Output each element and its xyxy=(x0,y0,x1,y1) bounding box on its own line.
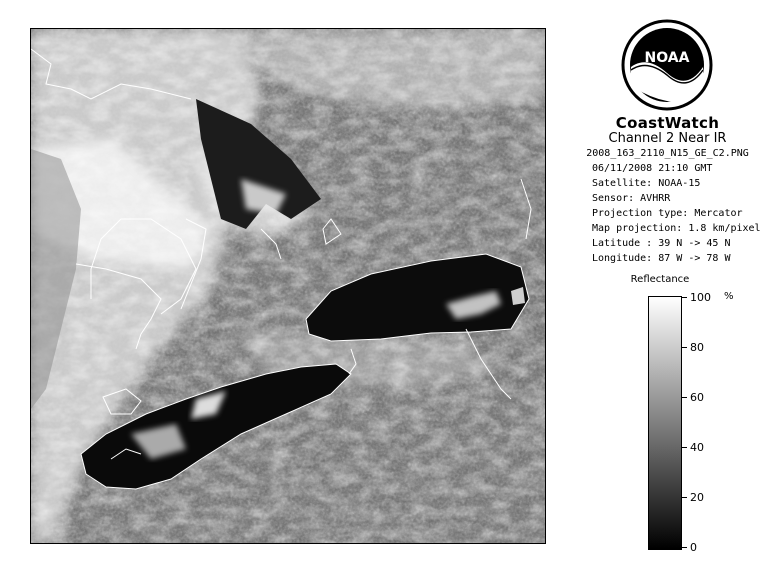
sensor-label: Sensor: AVHRR xyxy=(592,193,671,204)
colorbar-tick xyxy=(681,547,687,548)
colorbar-tick-label: 40 xyxy=(690,441,704,454)
satellite-image xyxy=(30,28,546,544)
colorbar-tick xyxy=(681,447,687,448)
colorbar-tick xyxy=(681,297,687,298)
projection-type-label: Projection type: Mercator xyxy=(592,208,743,219)
satellite-scene xyxy=(31,29,545,543)
colorbar-unit: % xyxy=(724,291,734,302)
colorbar-title: Reflectance xyxy=(630,274,690,285)
colorbar-tick xyxy=(681,397,687,398)
logo-text: NOAA xyxy=(644,50,690,66)
colorbar-tick-label: 20 xyxy=(690,491,704,504)
filename-label: 2008_163_2110_N15_GE_C2.PNG xyxy=(586,148,749,159)
colorbar-tick-label: 60 xyxy=(690,391,704,404)
colorbar xyxy=(648,296,682,550)
colorbar-tick-label: 100 xyxy=(690,291,711,304)
latitude-label: Latitude : 39 N -> 45 N xyxy=(592,238,731,249)
colorbar-tick xyxy=(681,497,687,498)
longitude-label: Longitude: 87 W -> 78 W xyxy=(592,253,731,264)
satellite-label: Satellite: NOAA-15 xyxy=(592,178,701,189)
colorbar-tick-label: 80 xyxy=(690,341,704,354)
map-projection-label: Map projection: 1.8 km/pixel xyxy=(592,223,761,234)
colorbar-tick xyxy=(681,347,687,348)
title: CoastWatch xyxy=(615,114,720,132)
colorbar-tick-label: 0 xyxy=(690,541,697,554)
channel-label: Channel 2 Near IR xyxy=(608,131,727,146)
datetime-label: 06/11/2008 21:10 GMT xyxy=(592,163,713,174)
noaa-logo xyxy=(617,15,717,115)
